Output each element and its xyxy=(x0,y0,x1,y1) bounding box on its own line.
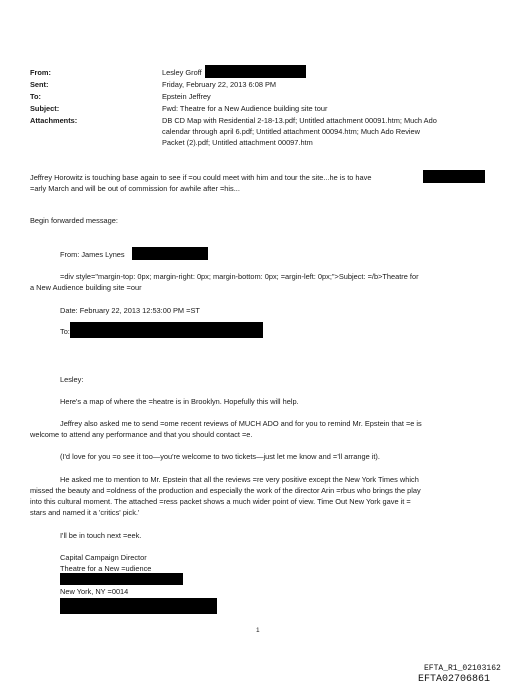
redaction-box xyxy=(60,598,217,614)
forward-date: Date: February 22, 2013 12:53:00 PM =ST xyxy=(60,306,200,315)
signature-org: Theatre for a New =udience xyxy=(60,564,152,573)
redaction-box xyxy=(70,322,263,338)
sent-label: Sent: xyxy=(30,80,49,89)
forward-begin: Begin forwarded message: xyxy=(30,216,118,225)
forward-from: From: James Lynes xyxy=(60,250,125,259)
forward-to: To: xyxy=(60,327,70,336)
attachments-line: calendar through april 6.pdf; Untitled attachment 00094.htm; Much Ado Review xyxy=(162,127,421,136)
attachments-line: DB CD Map with Residential 2-18-13.pdf; Untitled attachment 00091.htm; Much Ado xyxy=(162,116,437,125)
redaction-box xyxy=(60,573,183,585)
body-paragraph: stars and named it a 'critics' pick.' xyxy=(30,508,140,517)
closing: I'll be in touch next =eek. xyxy=(60,531,142,540)
attachments-label: Attachments: xyxy=(30,116,78,125)
signature-title: Capital Campaign Director xyxy=(60,553,147,562)
forward-div-line: =div style="margin-top: 0px; margin-right: 0px; margin-bottom: 0px; =argin-left: 0px;">Subject: =/b>Theatre for xyxy=(60,272,419,281)
body-paragraph: Jeffrey also asked me to send =ome recent reviews of MUCH ADO and for you to remind Mr. Epstein that =e is xyxy=(60,419,422,428)
redaction-box xyxy=(132,247,208,260)
body-paragraph: He asked me to mention to Mr. Epstein that all the reviews =re very positive except the New York Times which xyxy=(60,475,419,484)
signature-city: New York, NY =0014 xyxy=(60,587,129,596)
attachments-line: Packet (2).pdf; Untitled attachment 00097.htm xyxy=(162,138,313,147)
body-paragraph: into this cultural moment. The attached =ress packet shows a much wider point of view. Time Out New York gave it = xyxy=(30,497,411,506)
page-number: 1 xyxy=(256,627,260,634)
from-label: From: xyxy=(30,68,51,77)
body-paragraph: Here's a map of where the =heatre is in Brooklyn. Hopefully this will help. xyxy=(60,397,299,406)
redaction-box xyxy=(423,170,485,183)
footer-reference: EFTA02706861 xyxy=(418,674,491,685)
footer-reference: EFTA_R1_02103162 xyxy=(424,664,501,673)
body-paragraph: welcome to attend any performance and that you should contact =e. xyxy=(30,430,253,439)
intro-line: Jeffrey Horowitz is touching base again to see if =ou could meet with him and tour the site...he is to have xyxy=(30,173,372,182)
subject-value: Fwd: Theatre for a New Audience building site tour xyxy=(162,104,328,113)
forward-div-line: a New Audience building site =our xyxy=(30,283,142,292)
to-label: To: xyxy=(30,92,41,101)
subject-label: Subject: xyxy=(30,104,60,113)
intro-line: =arly March and will be out of commission for awhile after =his... xyxy=(30,184,240,193)
from-value: Lesley Groff xyxy=(162,68,202,77)
greeting: Lesley: xyxy=(60,375,84,384)
to-value: Epstein Jeffrey xyxy=(162,92,211,101)
redaction-box xyxy=(205,65,306,78)
sent-value: Friday, February 22, 2013 6:08 PM xyxy=(162,80,277,89)
body-paragraph: missed the beauty and =oldness of the production and especially the work of the director Arin =rbus who brings the play xyxy=(30,486,421,495)
body-paragraph: (I'd love for you =o see it too—you're welcome to two tickets—just let me know and =’ll arrange it). xyxy=(60,452,380,461)
